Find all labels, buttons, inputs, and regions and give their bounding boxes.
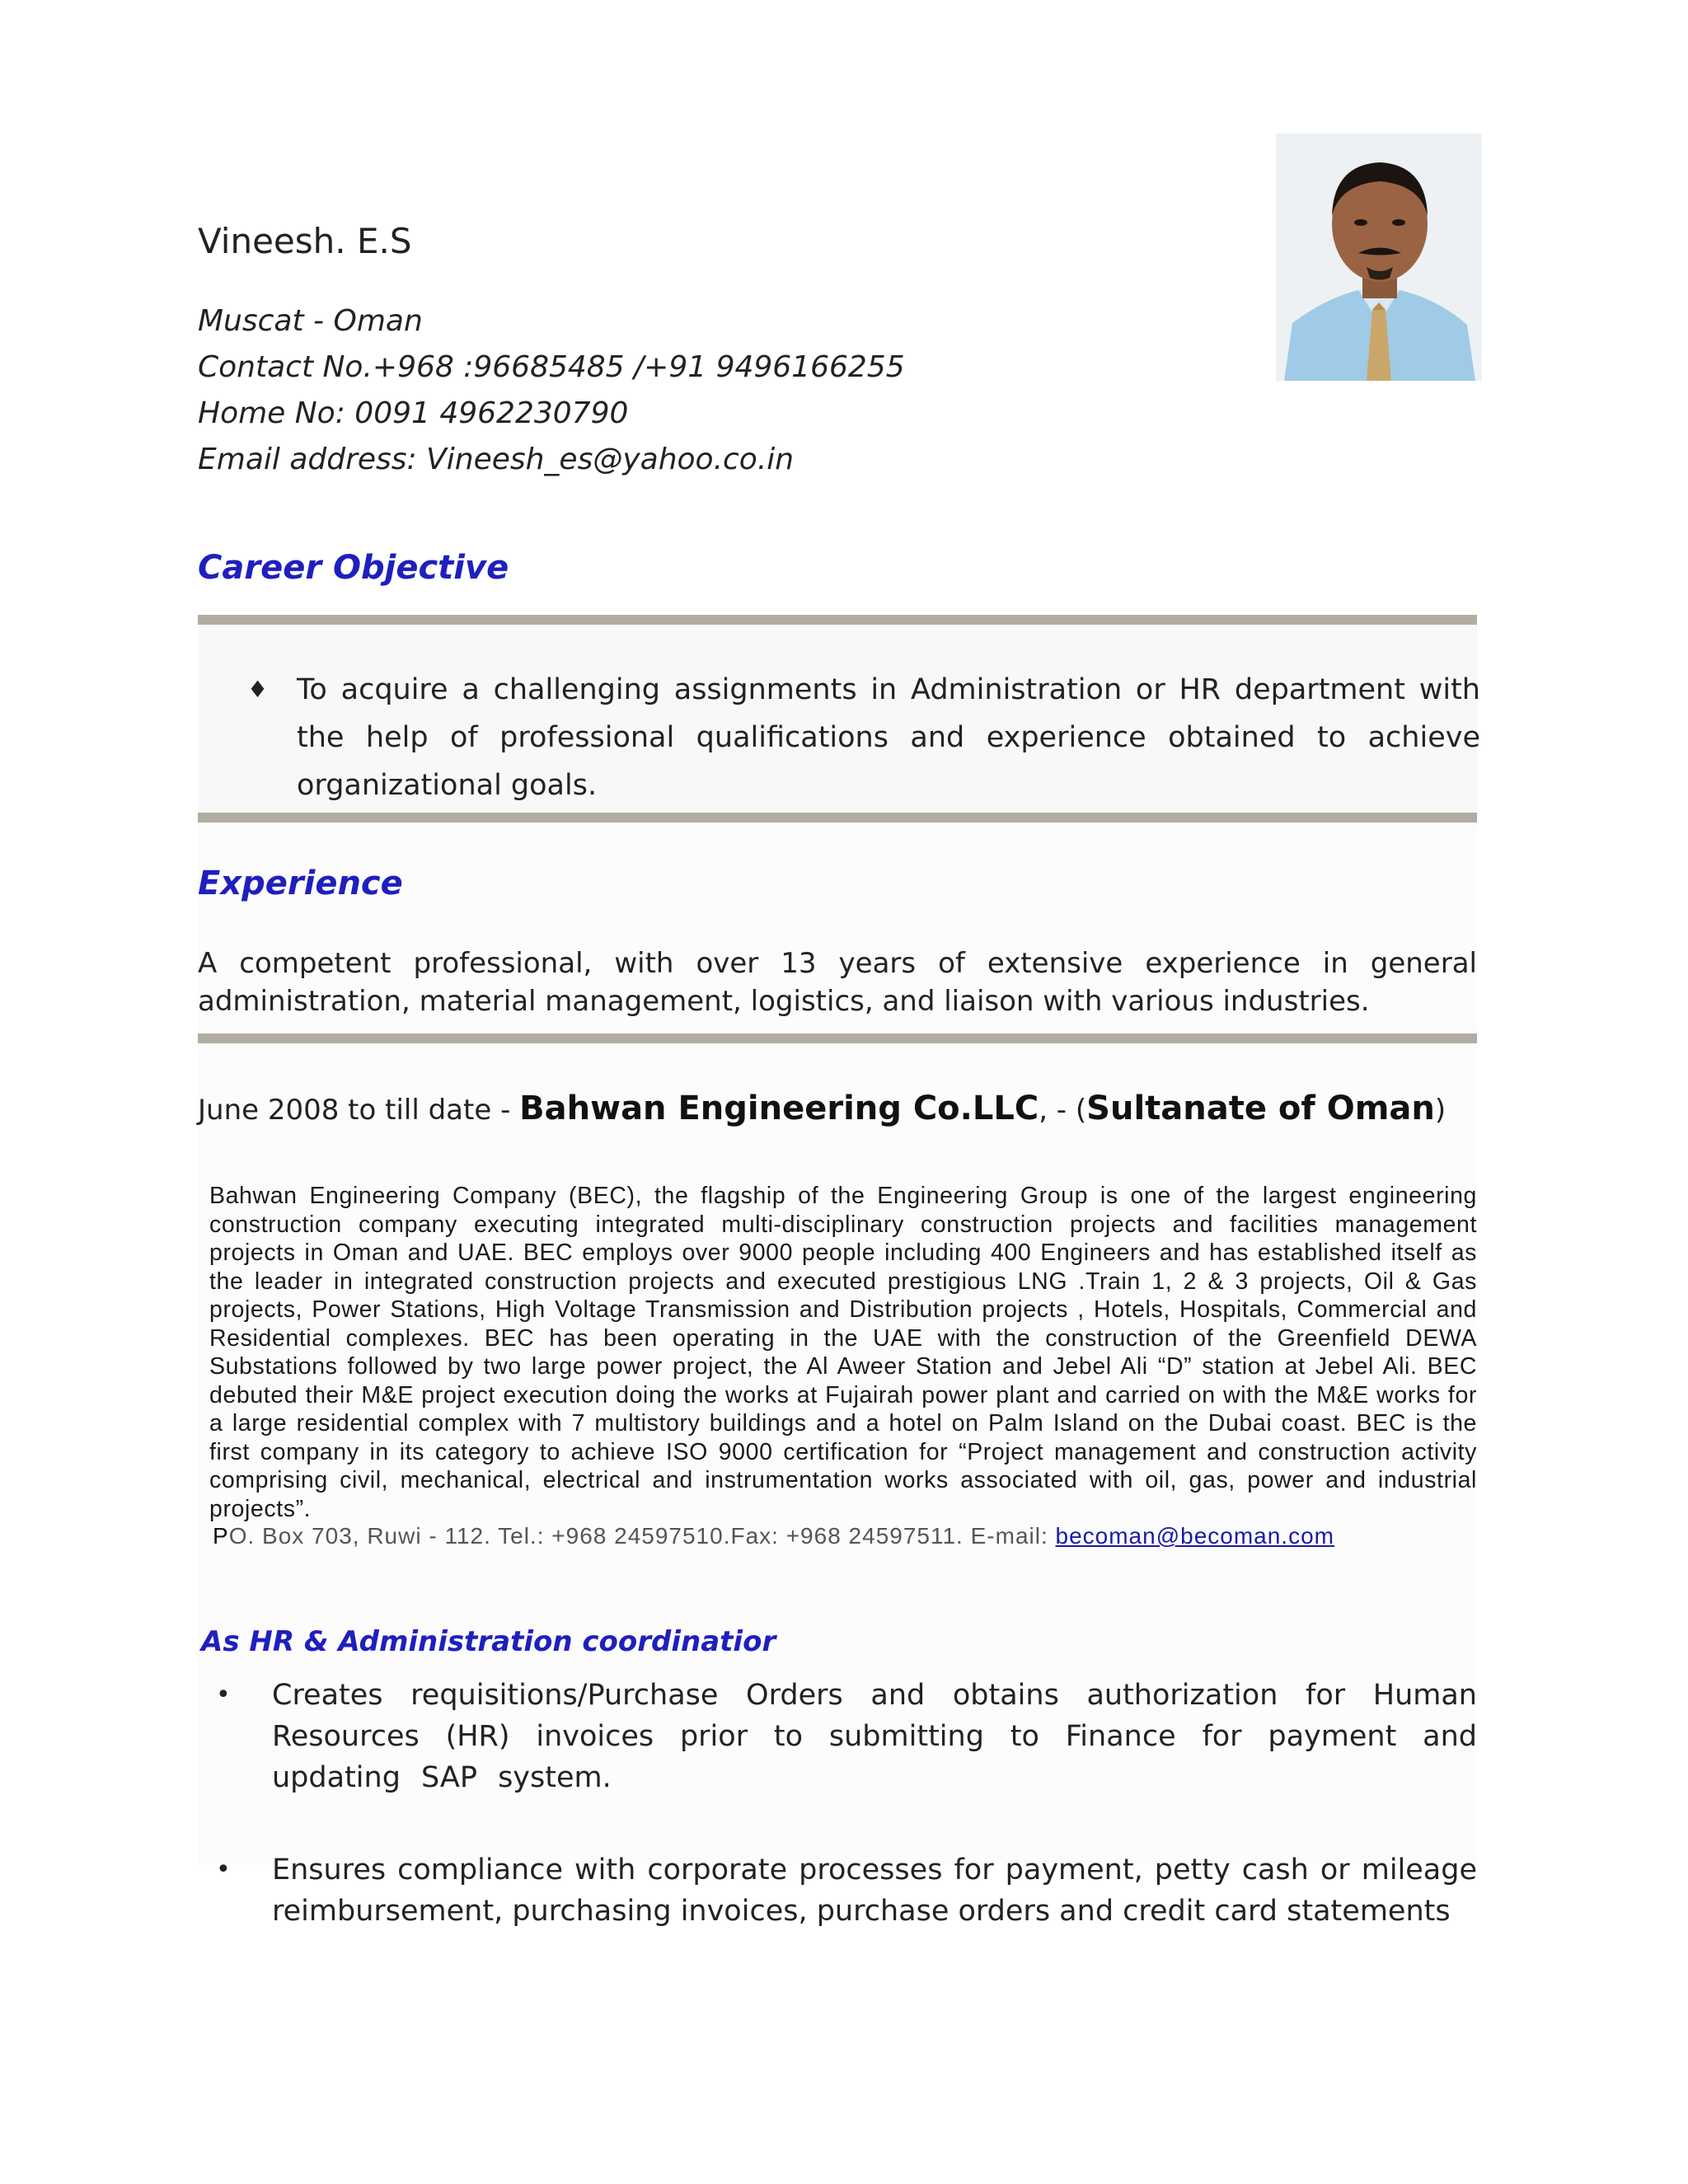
- diamond-bullet-icon: ♦: [247, 676, 269, 703]
- section-divider: [198, 615, 1477, 625]
- career-objective-heading: Career Objective: [198, 549, 509, 587]
- job-line: [198, 1090, 1446, 1127]
- experience-heading: Experience: [198, 865, 403, 902]
- bullet-icon: •: [216, 1855, 231, 1884]
- duty-text: Ensures compliance with corporate processes for payment, petty cash or mileage reimbursement, purchasing invoices, purchase orders and credit card statements: [272, 1854, 1477, 1928]
- experience-summary: A competent professional, with over 13 years of extensive experience in general administration, material management, logistics, and liaison with various industries.: [198, 947, 1477, 1018]
- job-period: June 2008 to till date -: [198, 1094, 520, 1127]
- duty-text: Creates requisitions/Purchase Orders and obtains authorization for Human Resources (HR) invoices prior to submitting to Finance for payment and updating SAP system.: [272, 1679, 1477, 1794]
- objective-text: To acquire a challenging assignments in Administration or HR department with the help of professional qualifications and experience obtained to achieve organizational goals.: [297, 673, 1480, 802]
- candidate-name: Vineesh. E.S: [198, 221, 412, 261]
- address-text: O. Box 703, Ruwi - 112. Tel.: +968 24597510.Fax: +968 24597511. E-mail:: [228, 1523, 1056, 1549]
- contact-block: [198, 298, 905, 483]
- company-address: [213, 1523, 1334, 1549]
- bullet-icon: •: [216, 1680, 231, 1709]
- company-email-link[interactable]: becoman@becoman.com: [1055, 1523, 1334, 1549]
- company-description: Bahwan Engineering Company (BEC), the flagship of the Engineering Group is one of the largest engineering construction company executing integrated multi-disciplinary construction projects and facilities management projects in Oman and UAE. BEC employs over 9000 people including 400 Engineers and has established itself as the leader in integrated construction projects and executed prestigious LNG .Train 1, 2 & 3 projects, Oil & Gas projects, Power Stations, High Voltage Transmission and Distribution projects , Hotels, Hospitals, Commercial and Residential complexes. BEC has been operating in the UAE with the construction of the Greenfield DEWA Substations followed by two large power project, the Al Aweer Station and Jebel Ali “D” station at Jebel Ali. BEC debuted their M&E project execution doing the works at Fujairah power plant and carried on with the M&E works for a large residential complex with 7 multistory buildings and a hotel on Palm Island on the Dubai coast. BEC is the first company in its category to achieve ISO 9000 certification for “Project management and construction activity comprising civil, mechanical, electrical and instrumentation works associated with oil, gas, power and industrial projects”.: [209, 1183, 1477, 1522]
- location: Muscat - Oman: [198, 304, 423, 338]
- profile-photo: [1276, 134, 1482, 381]
- job-country: Sultanate of Oman: [1086, 1090, 1435, 1127]
- section-divider: [198, 813, 1477, 823]
- role-heading: As HR & Administration coordinatior: [201, 1625, 776, 1658]
- section-divider: [198, 1033, 1477, 1043]
- home-number: Home No: 0091 4962230790: [198, 396, 629, 430]
- email-address: Email address: Vineesh_es@yahoo.co.in: [198, 443, 795, 476]
- job-close: ): [1434, 1094, 1447, 1127]
- address-initial: P: [213, 1523, 229, 1549]
- job-separator: , - (: [1039, 1094, 1087, 1127]
- company-name: Bahwan Engineering Co.LLC: [519, 1090, 1039, 1127]
- contact-number: Contact No.+968 :96685485 /+91 9496166255: [198, 350, 905, 384]
- portrait-illustration: [1276, 134, 1482, 381]
